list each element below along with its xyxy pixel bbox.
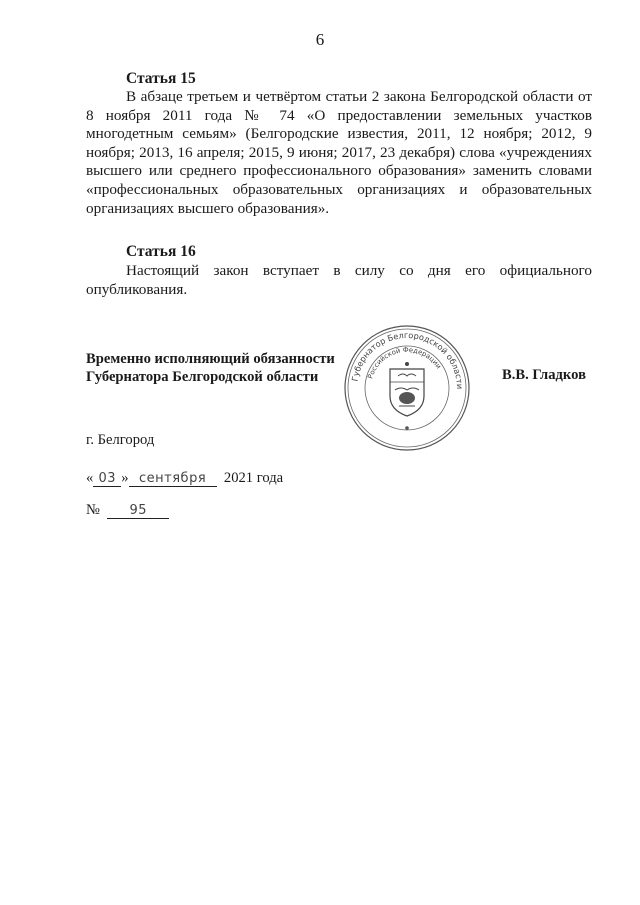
law-number-value: 95 bbox=[107, 503, 169, 519]
signing-date bbox=[86, 470, 283, 487]
signatory-name: В.В. Гладков bbox=[502, 367, 586, 383]
signatory-title-line-2: Губернатора Белгородской области bbox=[86, 369, 319, 385]
seal-inner-text: Российской Федерации bbox=[366, 345, 443, 380]
article-16-heading: Статья 16 bbox=[126, 243, 196, 260]
date-open-quote: « bbox=[86, 470, 94, 486]
date-month: сентября bbox=[129, 471, 217, 487]
seal-star-icon bbox=[405, 426, 409, 430]
signatory-title-line-1: Временно исполняющий обязанности bbox=[86, 351, 335, 367]
place-of-signing: г. Белгород bbox=[86, 432, 155, 448]
law-number bbox=[86, 502, 169, 519]
law-number-label: № bbox=[86, 502, 100, 518]
official-seal bbox=[343, 324, 471, 452]
date-close-quote: » bbox=[121, 470, 129, 486]
signatory-title bbox=[86, 350, 335, 386]
coat-of-arms-icon bbox=[390, 362, 424, 416]
page-number: 6 bbox=[315, 30, 325, 49]
date-day: 03 bbox=[93, 471, 121, 487]
date-year: 2021 года bbox=[223, 470, 284, 486]
article-15-text: В абзаце третьем и четвёртом статьи 2 закона Белгородской области от 8 ноября 2011 года № 74 «О предоставлении земельных участков многодетным семьям» (Белгородские известия, 2011, 12 ноября; 2012, 9 ноября; 2013, 16 апреля; 2015, 9 июня; 2017, 23 декабря) слова «учреждениях высшего или среднего профессионального образования» заменить словами «профессиональных образовательных организациях и образовательных организациях высшего образования». bbox=[86, 88, 592, 217]
article-16-text: Настоящий закон вступает в силу со дня его официального опубликования. bbox=[86, 262, 592, 298]
seal-outer-text: Губернатор Белгородской области bbox=[349, 329, 466, 390]
article-15-heading: Статья 15 bbox=[126, 70, 196, 87]
